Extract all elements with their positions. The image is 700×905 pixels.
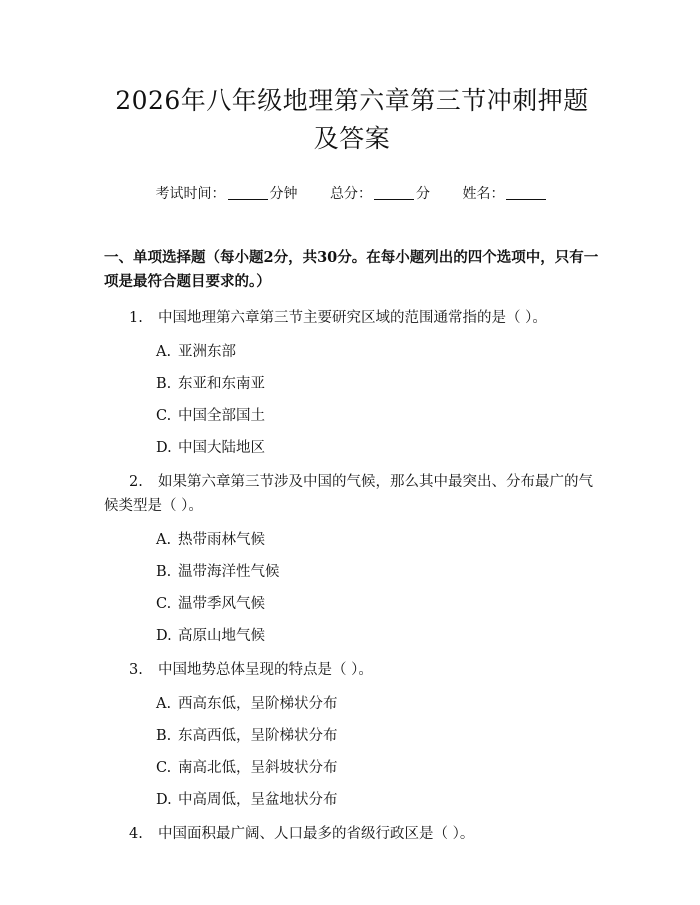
- option-letter: B.: [156, 376, 172, 392]
- exam-time-label: 考试时间：: [155, 186, 226, 202]
- option-text: 中高周低，呈盆地状分布: [178, 792, 338, 808]
- option-letter: C.: [156, 760, 172, 776]
- option-text: 温带季风气候: [178, 596, 265, 612]
- option-text: 热带雨林气候: [178, 532, 265, 548]
- question-3-option-d[interactable]: [104, 790, 600, 810]
- question-1-option-a[interactable]: [104, 342, 600, 362]
- name-blank[interactable]: [506, 185, 546, 200]
- question-4: [104, 822, 600, 846]
- question-text: 中国地势总体呈现的特点是（ ）。: [158, 662, 373, 678]
- question-list: [104, 306, 600, 846]
- option-text: 高原山地气候: [178, 628, 265, 644]
- option-letter: B.: [156, 728, 172, 744]
- question-3-option-a[interactable]: [104, 694, 600, 714]
- exam-meta: [104, 184, 600, 204]
- question-2-option-a[interactable]: [104, 530, 600, 550]
- option-letter: C.: [156, 596, 172, 612]
- exam-time-blank[interactable]: [228, 185, 268, 200]
- question-number: 3.: [129, 662, 143, 678]
- exam-time-field: [156, 184, 298, 204]
- option-text: 南高北低，呈斜坡状分布: [178, 760, 338, 776]
- question-number: 1.: [129, 310, 143, 326]
- question-text: 中国地理第六章第三节主要研究区域的范围通常指的是（ ）。: [158, 310, 547, 326]
- name-label: 姓名：: [462, 186, 505, 202]
- question-3-option-c[interactable]: [104, 758, 600, 778]
- option-letter: C.: [156, 408, 172, 424]
- option-text: 西高东低，呈阶梯状分布: [178, 696, 338, 712]
- question-2-option-c[interactable]: [104, 594, 600, 614]
- question-text: 中国面积最广阔、人口最多的省级行政区是（ ）。: [158, 826, 475, 842]
- total-score-unit: 分: [416, 186, 430, 202]
- question-1-option-b[interactable]: [104, 374, 600, 394]
- total-score-field: [330, 184, 430, 204]
- exam-title: 2026年八年级地理第六章第三节冲刺押题及答案: [115, 86, 589, 153]
- question-1-option-d[interactable]: [104, 438, 600, 458]
- question-2: [104, 470, 600, 518]
- option-letter: A.: [156, 696, 172, 712]
- question-text: 如果第六章第三节涉及中国的气候，那么其中最突出、分布最广的气候类型是（ ）。: [104, 474, 593, 514]
- option-text: 亚洲东部: [178, 344, 236, 360]
- question-2-option-b[interactable]: [104, 562, 600, 582]
- question-number: 4.: [129, 826, 143, 842]
- question-1-option-c[interactable]: [104, 406, 600, 426]
- option-text: 中国全部国土: [178, 408, 265, 424]
- option-text: 温带海洋性气候: [178, 564, 280, 580]
- option-text: 东高西低，呈阶梯状分布: [178, 728, 338, 744]
- question-3: [104, 658, 600, 682]
- question-number: 2.: [129, 474, 143, 490]
- question-2-option-d[interactable]: [104, 626, 600, 646]
- question-3-option-b[interactable]: [104, 726, 600, 746]
- question-1: [104, 306, 600, 330]
- total-score-label: 总分：: [330, 186, 372, 202]
- option-letter: A.: [156, 532, 172, 548]
- name-field: [462, 184, 548, 204]
- exam-time-unit: 分钟: [269, 186, 298, 202]
- option-letter: B.: [156, 564, 172, 580]
- option-letter: D.: [156, 440, 172, 456]
- option-text: 东亚和东南亚: [178, 376, 265, 392]
- option-letter: D.: [156, 792, 172, 808]
- total-score-blank[interactable]: [374, 185, 414, 200]
- option-text: 中国大陆地区: [178, 440, 265, 456]
- section-heading: 一、单项选择题（每小题2分，共30分。在每小题列出的四个选项中，只有一项是最符合题目要求的。）: [104, 249, 599, 290]
- option-letter: A.: [156, 344, 172, 360]
- option-letter: D.: [156, 628, 172, 644]
